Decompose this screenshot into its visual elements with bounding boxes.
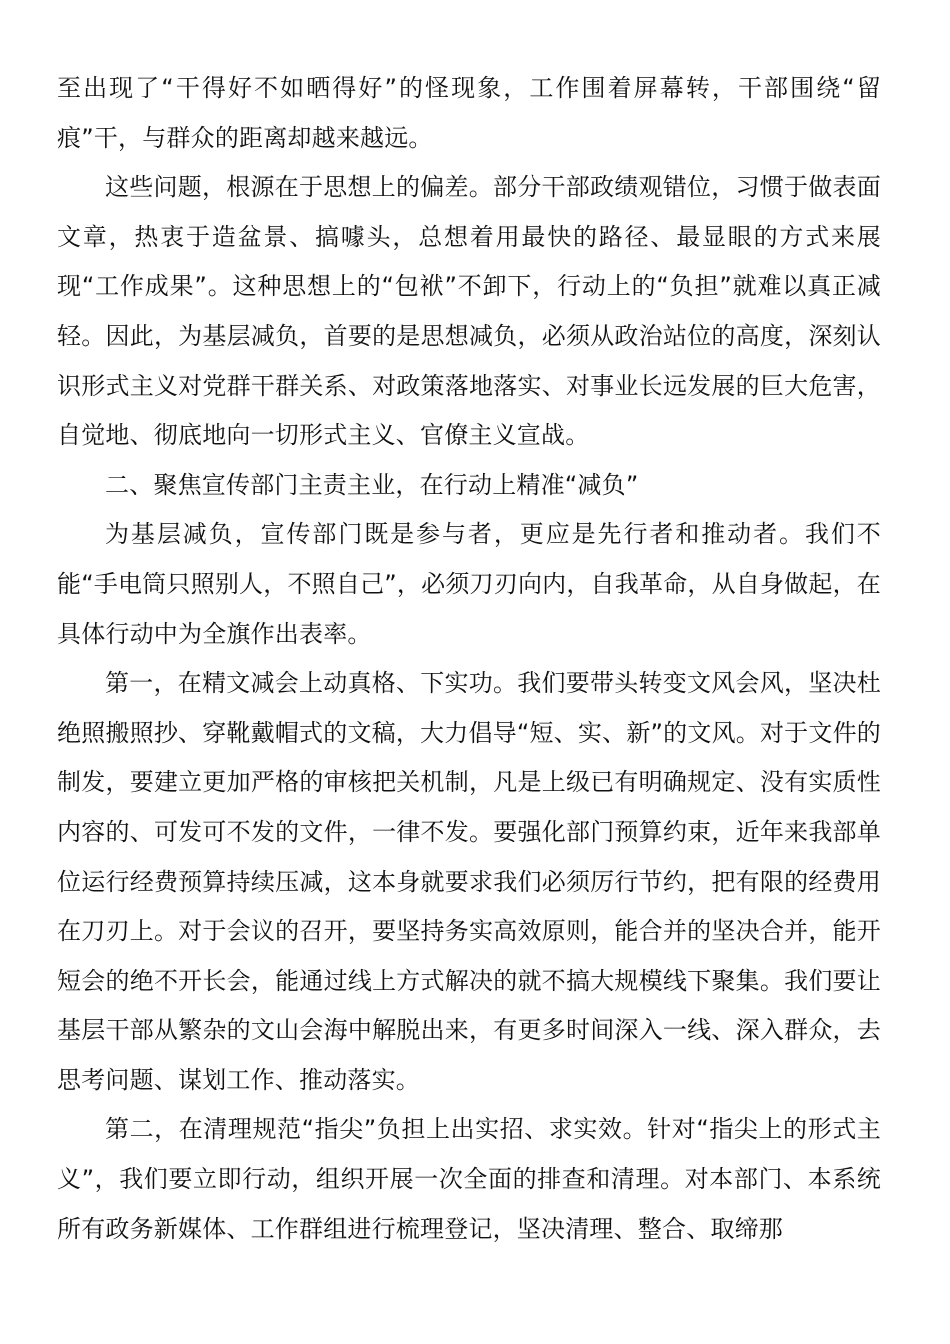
section-heading-2: 二、聚焦宣传部门主责主业，在行动上精准“减负” (105, 470, 639, 499)
document-body (57, 64, 881, 1254)
paragraph-first-point: 第一，在精文减会上动真格、下实功。我们要带头转变文风会风，坚决杜绝照搬照抄、穿靴戴帽式的文稿，大力倡导“短、实、新”的文风。对于文件的制发，要建立更加严格的审核把关机制，凡是上级已有明确规定、没有实质性内容的、可发可不发的文件，一律不发。要强化部门预算约束，近年来我部单位运行经费预算持续压减，这本身就要求我们必须厉行节约，把有限的经费用在刀刃上。对于会议的召开，要坚持务实高效原则，能合并的坚决合并，能开短会的绝不开长会，能通过线上方式解决的就不搞大规模线下聚集。我们要让基层干部从繁杂的文山会海中解脱出来，有更多时间深入一线、深入群众，去思考问题、谋划工作、推动落实。 (57, 669, 881, 1094)
paragraph-second-point: 第二，在清理规范“指尖”负担上出实招、求实效。针对“指尖上的形式主义”，我们要立即行动，组织开展一次全面的排查和清理。对本部门、本系统所有政务新媒体、工作群组进行梳理登记，坚决清理、整合、取缔那 (57, 1115, 881, 1243)
paragraph-root-cause: 这些问题，根源在于思想上的偏差。部分干部政绩观错位，习惯于做表面文章，热衷于造盆景、搞噱头，总想着用最快的路径、最显眼的方式来展现“工作成果”。这种思想上的“包袱”不卸下，行动上的“负担”就难以真正减轻。因此，为基层减负，首要的是思想减负，必须从政治站位的高度，深刻认识形式主义对党群干群关系、对政策落地落实、对事业长远发展的巨大危害，自觉地、彻底地向一切形式主义、官僚主义宣战。 (57, 173, 881, 450)
paragraph-continuation: 至出现了“干得好不如晒得好”的怪现象，工作围着屏幕转，干部围绕“留痕”干，与群众的距离却越来越远。 (57, 74, 881, 152)
paragraph-intro-section-2: 为基层减负，宣传部门既是参与者，更应是先行者和推动者。我们不能“手电筒只照别人，不照自己”，必须刀刃向内，自我革命，从自身做起，在具体行动中为全旗作出表率。 (57, 520, 881, 648)
